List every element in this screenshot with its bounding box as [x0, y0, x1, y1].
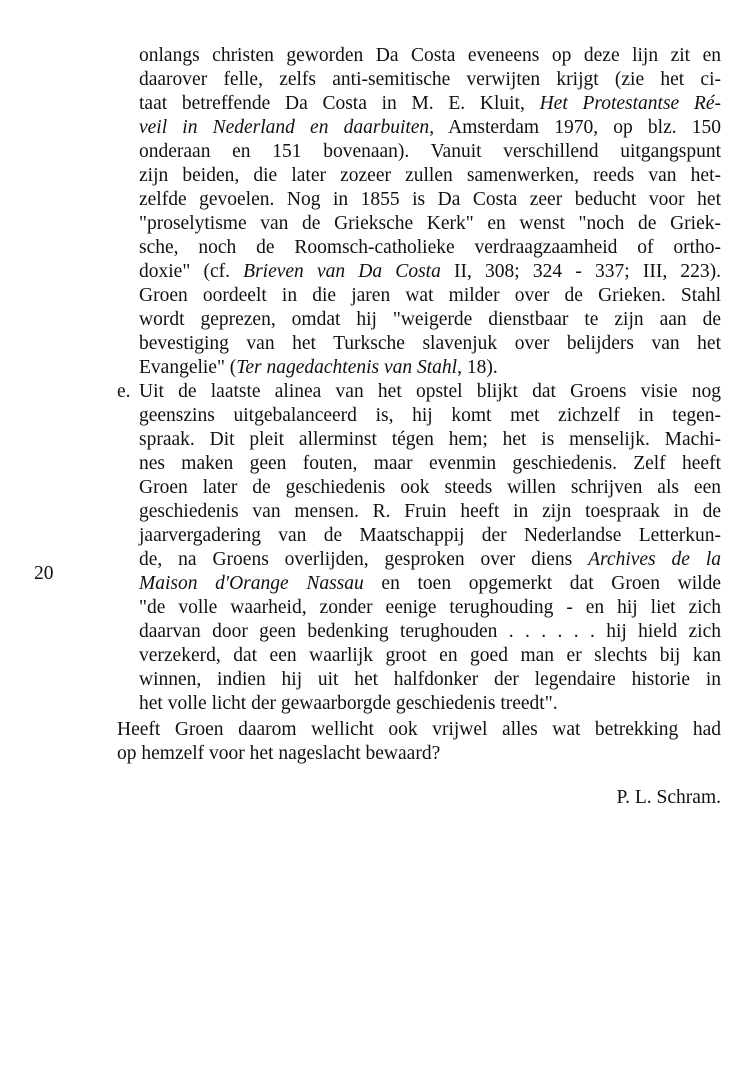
text-line: de, na Groens overlijden, gesproken over diens Archives de la: [139, 549, 721, 570]
text-line: Groen later de geschiedenis ook steeds willen schrijven als een: [139, 477, 721, 498]
text-line: "proselytisme van de Grieksche Kerk" en wenst "noch de Griek-: [139, 213, 721, 234]
text-line: onlangs christen geworden Da Costa eveneens op deze lijn zit en: [139, 45, 721, 66]
page-number: 20: [34, 563, 54, 584]
text-line: Uit de laatste alinea van het opstel blijkt dat Groens visie nog: [139, 381, 721, 402]
text-line: verzekerd, dat een waarlijk groot en goed man er slechts bij kan: [139, 645, 721, 666]
text-line: Evangelie" (Ter nagedachtenis van Stahl, 18).: [139, 357, 498, 378]
book-title: Archives de la: [588, 549, 721, 570]
text-line: het volle licht der gewaarborgde geschiedenis treedt".: [139, 693, 558, 714]
text-line: Maison d'Orange Nassau en toen opgemerkt dat Groen wilde: [139, 573, 721, 594]
text-line: winnen, indien hij uit het halfdonker der legendaire historie in: [139, 669, 721, 690]
text-line: spraak. Dit pleit allerminst tégen hem; het is menselijk. Machi-: [139, 429, 721, 450]
text-line: sche, noch de Roomsch-catholieke verdraagzaamheid of ortho-: [139, 237, 721, 258]
book-title: Het Protestantse Ré-: [539, 93, 721, 114]
text-line: veil in Nederland en daarbuiten, Amsterdam 1970, op blz. 150: [139, 117, 721, 138]
text-line: geenszins uitgebalanceerd is, hij komt met zichzelf in tegen-: [139, 405, 721, 426]
text-line: Groen oordeelt in die jaren wat milder over de Grieken. Stahl: [139, 285, 721, 306]
book-title: Maison d'Orange Nassau: [139, 573, 364, 594]
list-marker-e: e.: [117, 381, 131, 402]
text-line: jaarvergadering van de Maatschappij der Nederlandse Letterkun-: [139, 525, 721, 546]
book-title: Ter nagedachtenis van Stahl: [236, 357, 458, 378]
text-line: "de volle waarheid, zonder eenige terughouding - en hij liet zich: [139, 597, 721, 618]
text-line: op hemzelf voor het nageslacht bewaard?: [117, 743, 441, 764]
book-title: veil in Nederland en daarbuiten: [139, 117, 430, 138]
book-title: Brieven van Da Costa: [243, 261, 441, 282]
text-line: nes maken geen fouten, maar evenmin geschiedenis. Zelf heeft: [139, 453, 721, 474]
text-line: doxie" (cf. Brieven van Da Costa II, 308; 324 - 337; III, 223).: [139, 261, 721, 282]
text-line: taat betreffende Da Costa in M. E. Kluit, Het Protestantse Ré-: [139, 93, 721, 114]
text-line: onderaan en 151 bovenaan). Vanuit verschillend uitgangspunt: [139, 141, 721, 162]
text-line: bevestiging van het Turksche slavenjuk over belijders van het: [139, 333, 721, 354]
text-line: geschiedenis van mensen. R. Fruin heeft in zijn toespraak in de: [139, 501, 721, 522]
text-line: zelfde gevoelen. Nog in 1855 is Da Costa zeer beducht voor het: [139, 189, 721, 210]
text-line: Heeft Groen daarom wellicht ook vrijwel alles wat betrekking had: [117, 719, 721, 740]
text-line: zijn beiden, die later zozeer zullen samenwerken, reeds van het-: [139, 165, 721, 186]
text-line: daarvan door geen bedenking terughouden . . . . . . hij hield zich: [139, 621, 721, 642]
text-line: daarover felle, zelfs anti-semitische verwijten krijgt (zie het ci-: [139, 69, 721, 90]
text-line: wordt geprezen, omdat hij "weigerde dienstbaar te zijn aan de: [139, 309, 721, 330]
signature: P. L. Schram.: [616, 787, 721, 808]
